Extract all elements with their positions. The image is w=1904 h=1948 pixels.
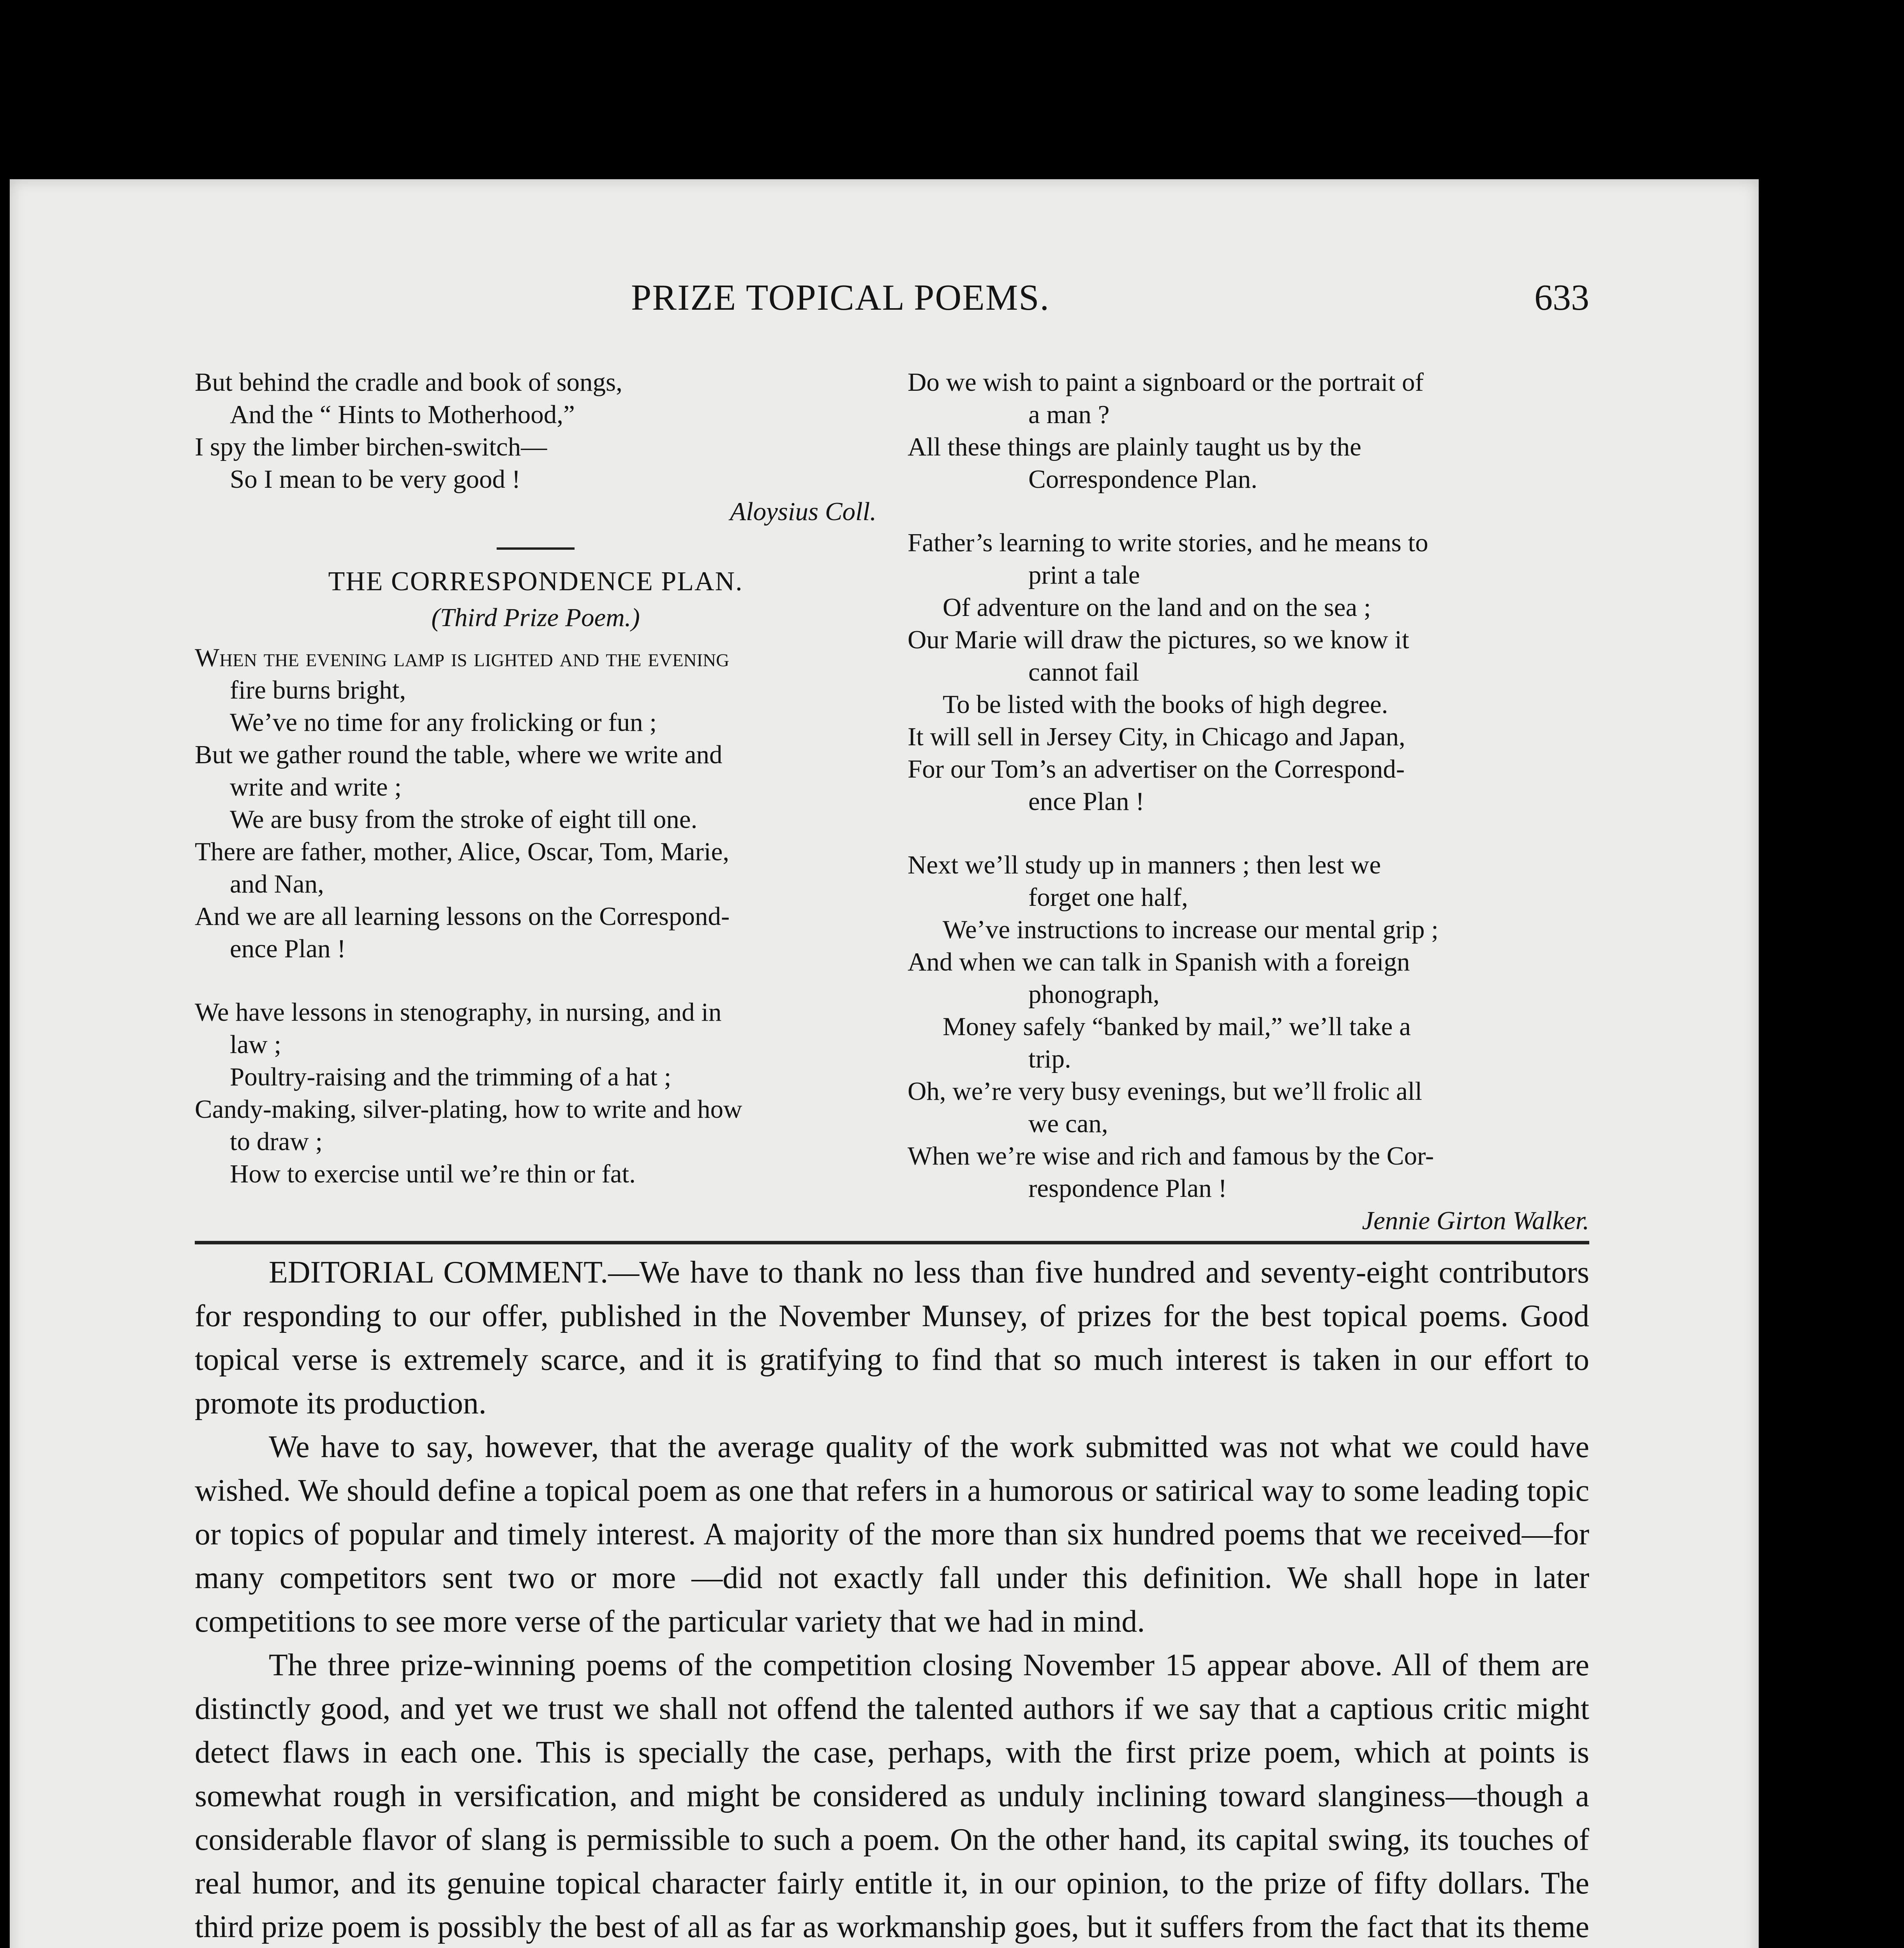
left-column xyxy=(195,366,876,1190)
poem-line: For our Tom’s an advertiser on the Correspond- xyxy=(908,755,1405,783)
poem-line: phonograph, xyxy=(1028,980,1160,1009)
poem-line: When the evening lamp is lighted and the evening xyxy=(195,643,730,672)
poem-line: Money safely “banked by mail,” we’ll take a xyxy=(943,1012,1411,1041)
poem-line: Of adventure on the land and on the sea ; xyxy=(943,593,1371,622)
poem-line: And the “ Hints to Motherhood,” xyxy=(230,400,575,429)
section-divider xyxy=(497,547,575,550)
poem-line: respondence Plan ! xyxy=(1028,1174,1227,1203)
poem-signature: Aloysius Coll. xyxy=(730,497,876,526)
poem-line: we can, xyxy=(1028,1109,1108,1138)
poem-line: Do we wish to paint a signboard or the portrait of xyxy=(908,368,1424,397)
poem-title: THE CORRESPONDENCE PLAN. xyxy=(328,566,743,596)
poem-line: To be listed with the books of high degree. xyxy=(943,690,1388,719)
poem-line: How to exercise until we’re thin or fat. xyxy=(230,1159,636,1188)
poem-line: Our Marie will draw the pictures, so we know it xyxy=(908,625,1409,654)
poem-line: a man ? xyxy=(1028,400,1110,429)
poem-line: We have lessons in stenography, in nursing, and in xyxy=(195,998,722,1027)
poem-line: There are father, mother, Alice, Oscar, Tom, Marie, xyxy=(195,837,729,866)
poem-line: So I mean to be very good ! xyxy=(230,465,521,494)
editorial-divider xyxy=(195,1241,1589,1244)
poem-line: We are busy from the stroke of eight till one. xyxy=(230,805,698,834)
poem-line: All these things are plainly taught us by the xyxy=(908,432,1361,461)
poem-line: ence Plan ! xyxy=(1028,787,1144,816)
poem-line: We’ve instructions to increase our mental grip ; xyxy=(943,915,1439,944)
poem-line: write and write ; xyxy=(230,773,402,801)
poem-line: And when we can talk in Spanish with a foreign xyxy=(908,948,1410,976)
poem-line: Oh, we’re very busy evenings, but we’ll frolic all xyxy=(908,1077,1422,1106)
poem-line: trip. xyxy=(1028,1045,1071,1073)
poem-line: We’ve no time for any frolicking or fun ; xyxy=(230,708,657,737)
poem-line: forget one half, xyxy=(1028,883,1188,912)
poem-line: But behind the cradle and book of songs, xyxy=(195,368,622,397)
poem-line: law ; xyxy=(230,1030,282,1059)
poem-line: and Nan, xyxy=(230,870,324,898)
page-number: 633 xyxy=(1534,277,1589,318)
poem-line: Candy-making, silver-plating, how to write and how xyxy=(195,1095,742,1124)
poem-line: Father’s learning to write stories, and he means to xyxy=(908,528,1428,557)
editorial-paragraph: EDITORIAL COMMENT.—We have to thank no less than five hundred and seventy-eight contributors for responding to our offer, published in the November Munsey, of prizes for the best topical poems. Good topical verse is extremely scarce, and it is gratifying to find that so much interest is taken in our effort to promote its production. xyxy=(195,1255,1589,1420)
poem-line: Poultry-raising and the trimming of a hat ; xyxy=(230,1062,672,1091)
poem-line: And we are all learning lessons on the Correspond- xyxy=(195,902,730,931)
poem-line: I spy the limber birchen-switch— xyxy=(195,432,547,461)
editorial-paragraph: The three prize-winning poems of the competition closing November 15 appear above. All of them are distinctly good, and yet we trust we shall not offend the talented authors if we say that a captious critic might detect flaws in each one. This is specially the case, perhaps, with the first prize poem, which at points is somewhat rough in versification, and might be considered as unduly inclining toward slanginess—though a considerable flavor of slang is permissible to such a poem. On the other hand, its capital swing, its touches of real humor, and its genuine topical character fairly entitle it, in our opinion, to the prize of fifty dollars. The third prize poem is possibly the best of all as far as workmanship goes, but it suffers from the fact that its theme xyxy=(195,1648,1589,1944)
running-header-title: PRIZE TOPICAL POEMS. xyxy=(631,277,1050,318)
editorial-comment xyxy=(195,1251,1589,1948)
poem-line: But we gather round the table, where we write and xyxy=(195,740,723,769)
poem-signature: Jennie Girton Walker. xyxy=(1362,1206,1589,1235)
poem-subtitle: (Third Prize Poem.) xyxy=(431,603,640,632)
poem-line: fire burns bright, xyxy=(230,676,406,704)
poem-line: Next we’ll study up in manners ; then lest we xyxy=(908,850,1381,879)
poem-line: to draw ; xyxy=(230,1127,323,1156)
poem-line: It will sell in Jersey City, in Chicago and Japan, xyxy=(908,722,1405,751)
editorial-paragraph: We have to say, however, that the average quality of the work submitted was not what we could have wished. We should define a topical poem as one that refers in a humorous or satirical way to some leading topic or topics of popular and timely interest. A majority of the more than six hundred poems that we received—for many competitors sent two or more —did not exactly fall under this definition. We shall hope in later competitions to see more verse of the particular variety that we had in mind. xyxy=(195,1430,1589,1639)
poem-line: Correspondence Plan. xyxy=(1028,465,1257,494)
right-column xyxy=(908,366,1589,1237)
poem-line: cannot fail xyxy=(1028,658,1139,686)
poem-line: print a tale xyxy=(1028,561,1140,589)
poem-line: ence Plan ! xyxy=(230,934,346,963)
poem-line: When we’re wise and rich and famous by the Cor- xyxy=(908,1142,1434,1170)
